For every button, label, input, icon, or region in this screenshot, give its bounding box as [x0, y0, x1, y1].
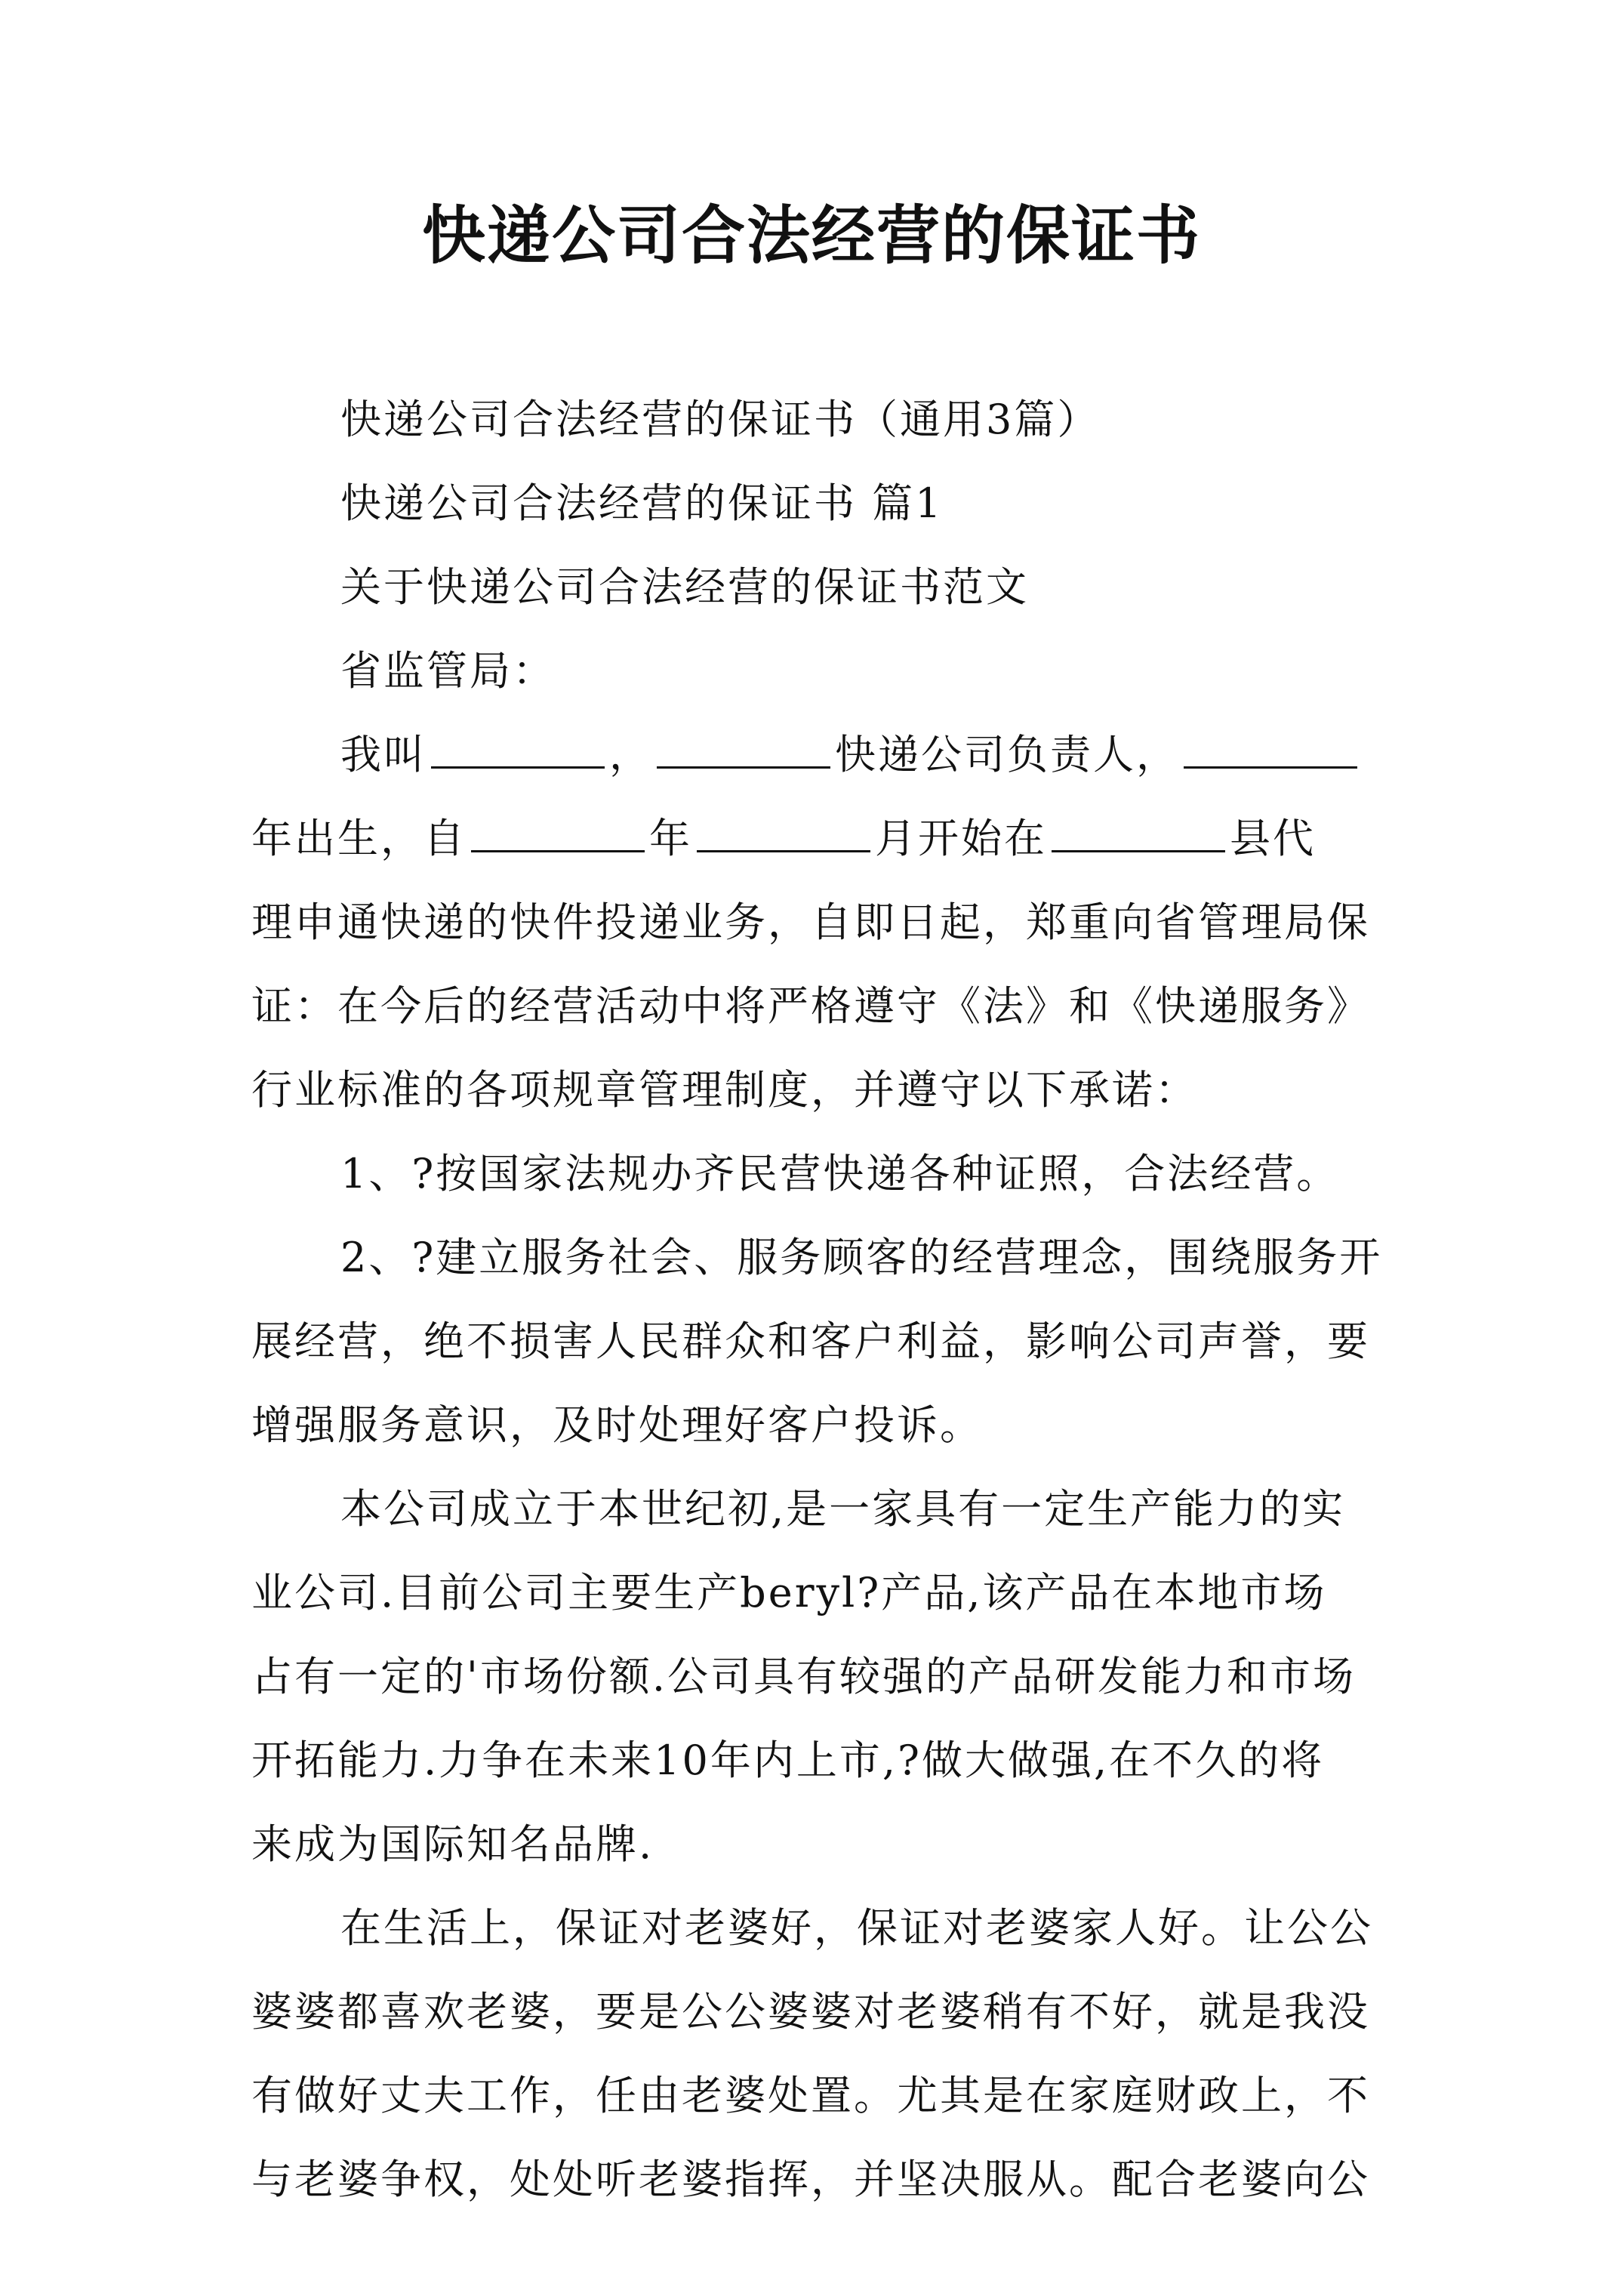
paragraph-line: 1、?按国家法规办齐民营快递各种证照，合法经营。: [340, 1150, 1340, 1197]
paragraph-line: 理申通快递的快件投递业务，自即日起，郑重向省管理局保: [251, 898, 1370, 946]
paragraph-line: 占有一定的'市场份额.公司具有较强的产品研发能力和市场: [251, 1653, 1357, 1700]
text-run: 县代: [1230, 815, 1316, 862]
paragraph-line: 快递公司合法经营的保证书（通用3篇）: [340, 396, 1101, 443]
paragraph-line: 行业标准的各项规章管理制度，并遵守以下承诺：: [251, 1066, 1198, 1114]
paragraph-line: [251, 797, 1384, 880]
fill-in-blank: [431, 736, 605, 769]
paragraph-line: 在生活上，保证对老婆好，保证对老婆家人好。让公公: [340, 1904, 1373, 1952]
paragraph-line: 省监管局：: [340, 647, 556, 695]
paragraph-line: 快递公司合法经营的保证书 篇1: [340, 479, 944, 527]
text-run: 月开始在: [875, 815, 1047, 862]
text-run: ，: [609, 731, 652, 778]
paragraph-line: 增强服务意识，及时处理好客户投诉。: [251, 1401, 983, 1449]
text-run: 年出生，自: [251, 815, 467, 862]
paragraph-line: 证：在今后的经营活动中将严格遵守《法》和《快递服务》: [251, 982, 1370, 1030]
paragraph-line: 婆婆都喜欢老婆，要是公公婆婆对老婆稍有不好，就是我没: [251, 1988, 1370, 2036]
paragraph-line: 业公司.目前公司主要生产beryl?产品,该产品在本地市场: [251, 1569, 1327, 1616]
paragraph-line: 与老婆争权，处处听老婆指挥，并坚决服从。配合老婆向公: [251, 2156, 1370, 2203]
paragraph-line: 展经营，绝不损害人民群众和客户利益，影响公司声誉，要: [251, 1318, 1370, 1365]
paragraph-line: 有做好丈夫工作，任由老婆处置。尤其是在家庭财政上，不: [251, 2072, 1370, 2119]
fill-in-blank: [1052, 820, 1225, 852]
paragraph-line: 本公司成立于本世纪初,是一家具有一定生产能力的实: [340, 1485, 1346, 1533]
fill-in-blank: [697, 820, 870, 852]
text-run: 快递公司负责人，: [835, 731, 1179, 778]
paragraph-line: 来成为国际知名品牌.: [251, 1820, 654, 1868]
text-run: 我叫: [340, 731, 427, 778]
paragraph-line: [251, 713, 1384, 797]
document-body: [251, 378, 1384, 2221]
text-run: 年: [649, 815, 692, 862]
document-title: 快递公司合法经营的保证书: [421, 198, 1201, 273]
fill-in-blank: [471, 820, 645, 852]
paragraph-line: 开拓能力.力争在未来10年内上市,?做大做强,在不久的将: [251, 1737, 1325, 1784]
fill-in-blank: [1184, 736, 1357, 769]
fill-in-blank: [657, 736, 830, 769]
paragraph-line: 2、?建立服务社会、服务顾客的经营理念，围绕服务开: [340, 1234, 1383, 1281]
paragraph-line: 关于快递公司合法经营的保证书范文: [340, 563, 1029, 611]
